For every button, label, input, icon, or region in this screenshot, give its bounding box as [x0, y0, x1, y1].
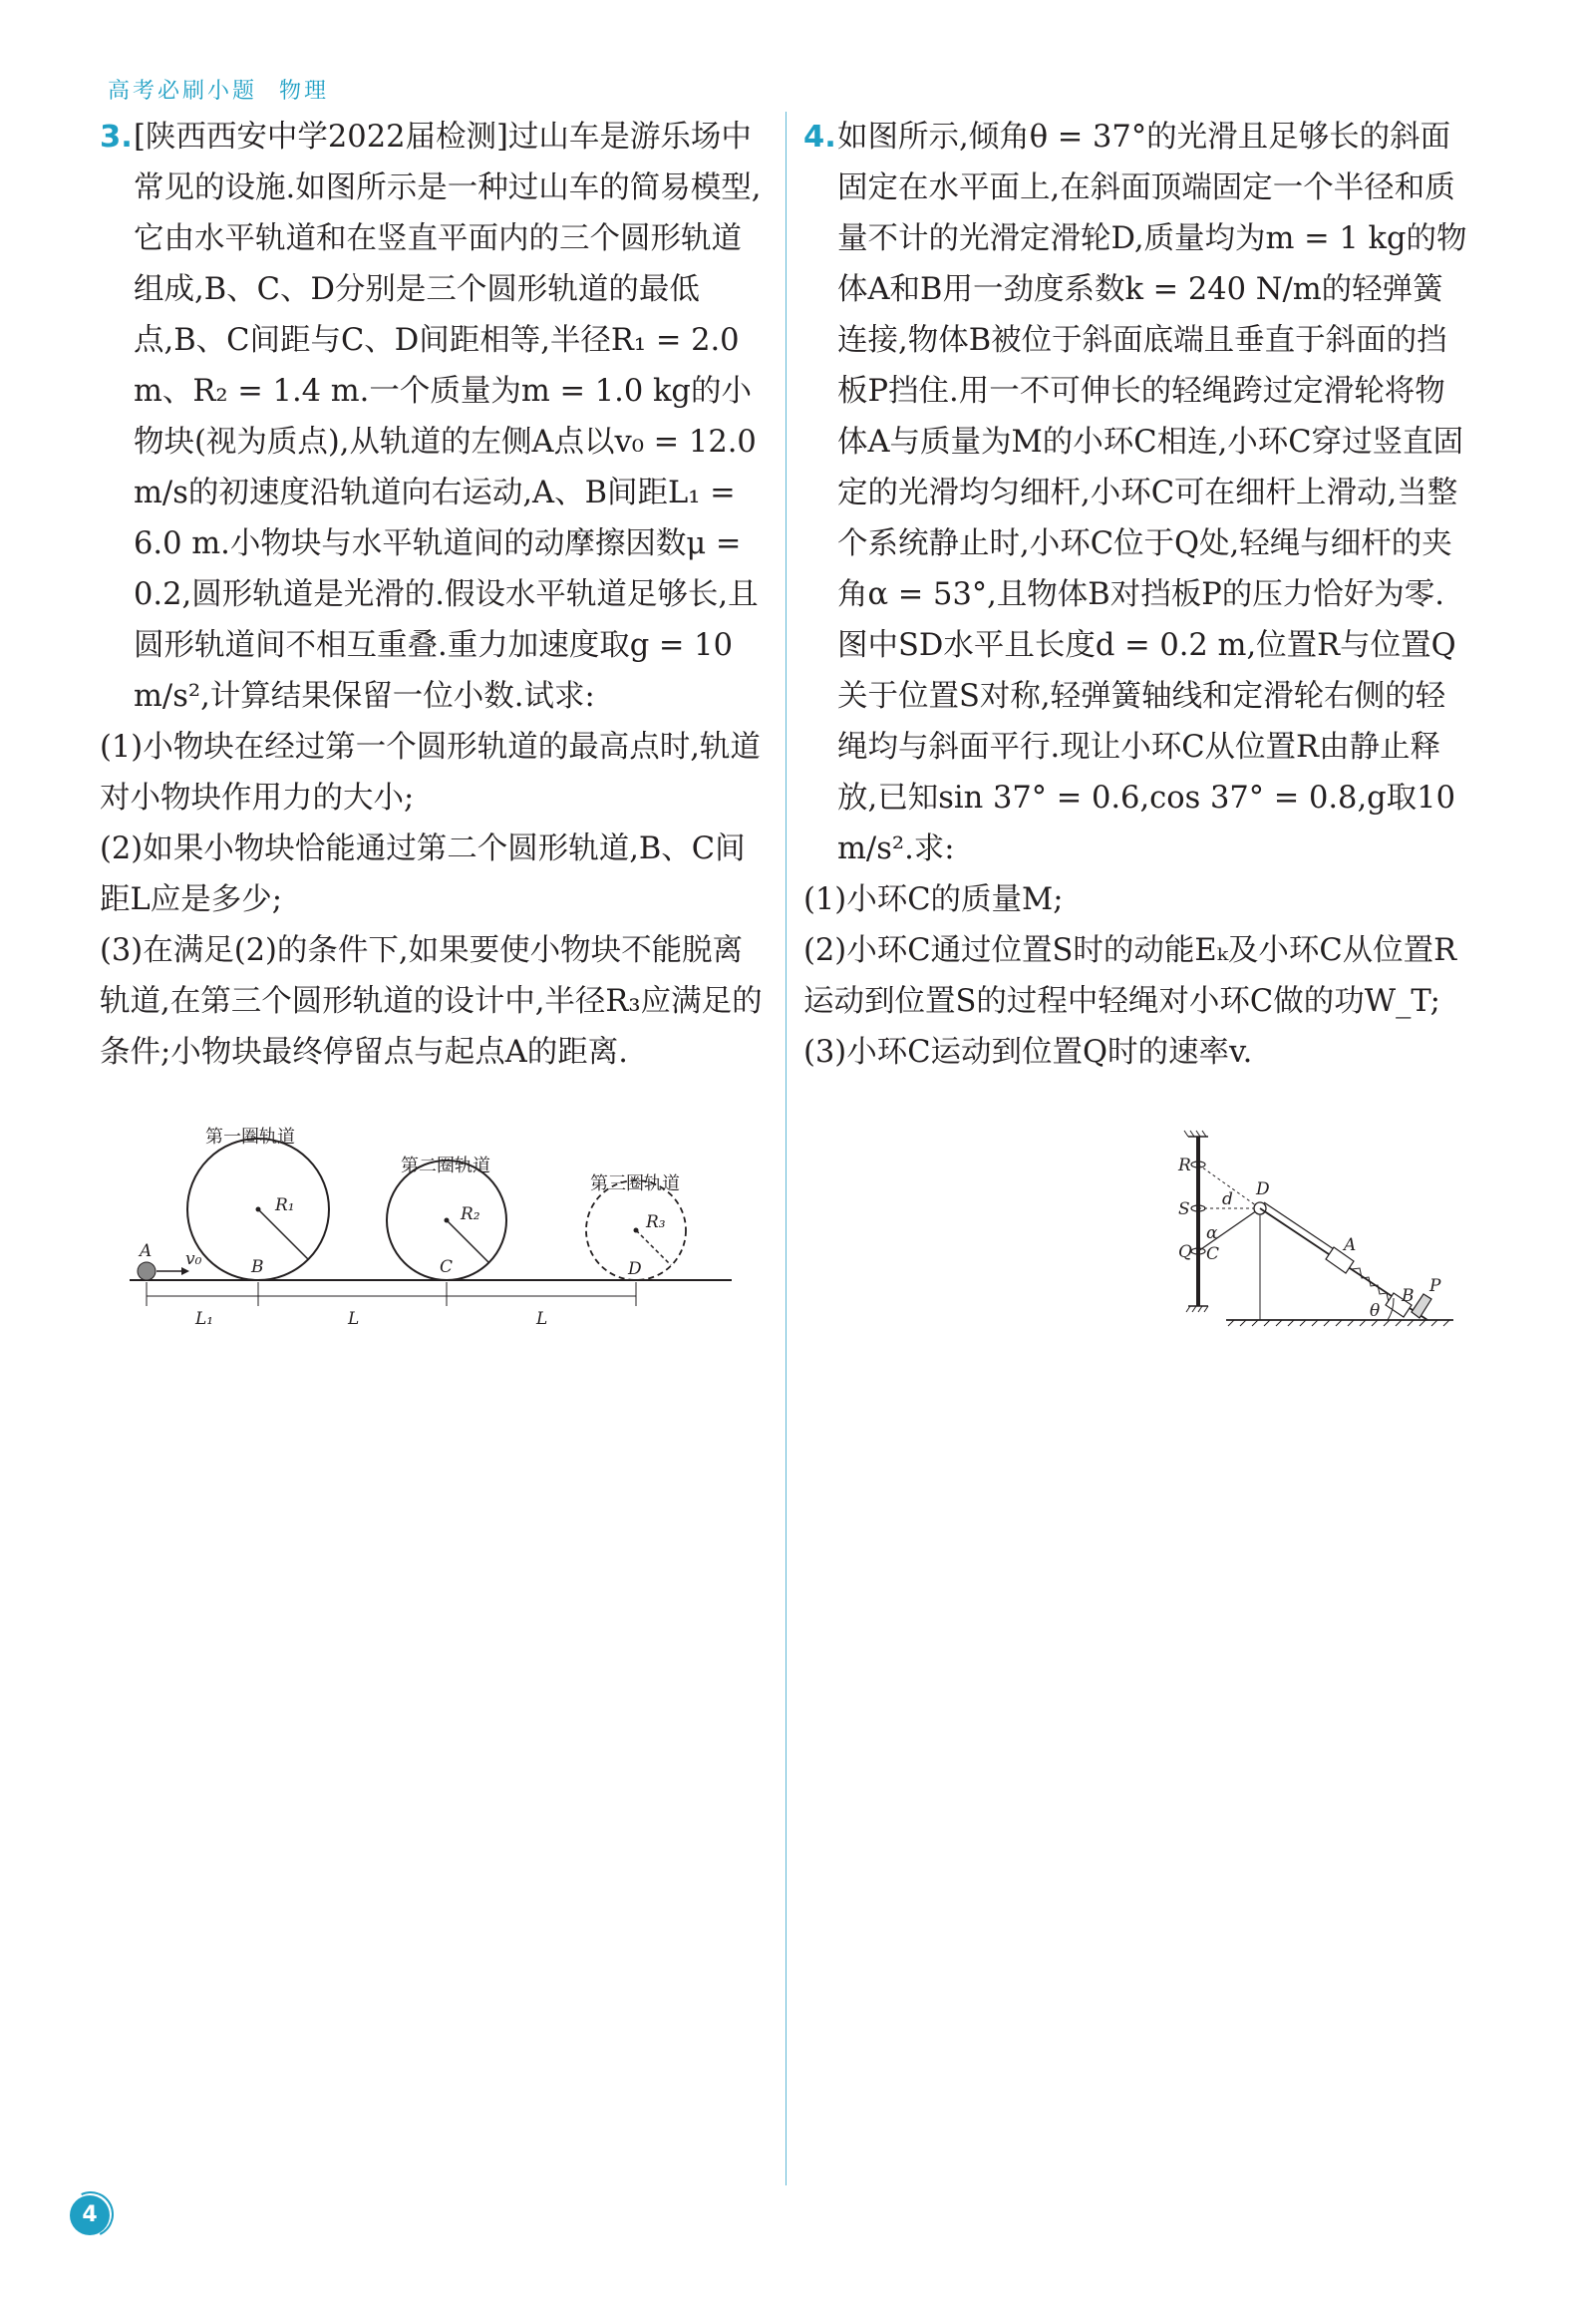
loop2-label: 第二圈轨道 — [401, 1156, 490, 1176]
point-c-label: C — [440, 1257, 454, 1277]
page-number: 4 — [82, 2202, 98, 2227]
label-alpha: α — [1206, 1223, 1218, 1243]
q4-body — [803, 112, 1471, 874]
ground-hatch — [1228, 1320, 1449, 1326]
q4-text: 如图所示,倾角θ = 37°的光滑且足够长的斜面固定在水平面上,在斜面顶端固定一个半径和质量不计的光滑定滑轮D,质量均为m = 1 kg的物体A和B用一劲度系数k = 240 N/m的轻弹簧连接,物体B被位于斜面底端且垂直于斜面的挡板P挡住.用一不可伸长的轻绳跨过定滑轮将物体A与质量为M的小环C相连,小环C穿过竖直固定的光滑均匀细杆,小环C可在细杆上滑动,当整个系统静止时,小环C位于Q处,轻绳与细杆的夹角α = 53°,且物体B对挡板P的压力恰好为零.图中SD水平且长度d = 0.2 m,位置R与位置Q关于位置S对称,轻弹簧轴线和定滑轮右侧的轻绳均与斜面平行.现让小环C从位置R由静止释放,已知sin 37° = 0.6,cos 37° = 0.8,g取10 m/s².求: — [837, 120, 1467, 866]
label-d-pulley: D — [1256, 1179, 1270, 1199]
l1-label: L₁ — [195, 1309, 214, 1329]
l-cd-label: L — [536, 1309, 548, 1329]
q4-sub3: (3)小环C运动到位置Q时的速率v. — [803, 1035, 1253, 1070]
label-b: B — [1402, 1286, 1415, 1306]
label-a: A — [1344, 1235, 1357, 1255]
label-s: S — [1178, 1199, 1190, 1219]
q3-roller-coaster-figure — [130, 1115, 748, 1339]
book-title: 高考必刷小题 — [108, 79, 258, 104]
q4-sub1: (1)小环C的质量M; — [803, 882, 1064, 917]
label-r: R — [1178, 1156, 1191, 1175]
page-number-badge — [68, 2193, 116, 2241]
loop3-center — [634, 1228, 639, 1233]
block-at-a — [138, 1262, 156, 1280]
q3-text: [陕西西安中学2022届检测]过山车是游乐场中常见的设施.如图所示是一种过山车的简易模型,它由水平轨道和在竖直平面内的三个圆形轨道组成,B、C、D分别是三个圆形轨道的最低点,B、C间距与C、D间距相等,半径R₁ = 2.0 m、R₂ = 1.4 m.一个质量为m = 1.0 kg的小物块(视为质点),从轨道的左侧A点以v₀ = 12.0 m/s的初速度沿轨道向右运动,A、B间距L₁ = 6.0 m.小物块与水平轨道间的动摩擦因数μ = 0.2,圆形轨道是光滑的.假设水平轨道足够长,且圆形轨道间不相互重叠.重力加速度取g = 10 m/s²,计算结果保留一位小数.试求: — [134, 120, 762, 714]
q4-incline-ring-figure — [1156, 1127, 1475, 1336]
q4-number: 4. — [803, 120, 836, 155]
point-a-label: A — [140, 1241, 153, 1261]
question-4 — [803, 112, 1471, 1078]
column-divider — [786, 112, 787, 2185]
running-header — [108, 74, 329, 105]
q3-sub3: (3)在满足(2)的条件下,如果要使小物块不能脱离轨道,在第三个圆形轨道的设计中,半径R₃应满足的条件;小物块最终停留点与起点A的距离. — [100, 933, 763, 1070]
q3-sub2: (2)如果小物块恰能通过第二个圆形轨道,B、C间距L应是多少; — [100, 831, 746, 917]
radius-r1 — [258, 1209, 308, 1259]
l-bc-label: L — [348, 1309, 360, 1329]
v0-label: v₀ — [185, 1249, 202, 1269]
q4-sub2: (2)小环C通过位置S时的动能Eₖ及小环C从位置R运动到位置S的过程中轻绳对小环C做的功W_T; — [803, 933, 1457, 1019]
loop1-label: 第一圈轨道 — [205, 1127, 295, 1148]
rod-bottom-hatch — [1186, 1306, 1208, 1312]
label-p: P — [1429, 1276, 1441, 1296]
point-d-label: D — [628, 1259, 642, 1279]
loop2-center — [445, 1218, 450, 1223]
q3-number: 3. — [100, 120, 133, 155]
question-3 — [100, 112, 770, 1078]
loop3-label: 第三圈轨道 — [590, 1173, 680, 1194]
r1-label: R₁ — [275, 1195, 295, 1215]
rod-top-hatch — [1184, 1131, 1206, 1137]
label-d-distance: d — [1222, 1189, 1233, 1209]
point-b-label: B — [251, 1257, 264, 1277]
radius-r2 — [447, 1220, 488, 1262]
subject-label: 物理 — [279, 79, 330, 104]
baffle-p — [1412, 1294, 1431, 1318]
rope-to-a — [1264, 1202, 1337, 1251]
q3-body — [100, 112, 770, 722]
label-theta: θ — [1370, 1301, 1381, 1321]
q3-sub1: (1)小物块在经过第一个圆形轨道的最高点时,轨道对小物块作用力的大小; — [100, 730, 761, 816]
loop1-center — [256, 1207, 261, 1212]
r2-label: R₂ — [461, 1204, 480, 1224]
label-c: C — [1206, 1244, 1220, 1264]
label-q: Q — [1178, 1242, 1192, 1262]
r3-label: R₃ — [646, 1212, 666, 1232]
